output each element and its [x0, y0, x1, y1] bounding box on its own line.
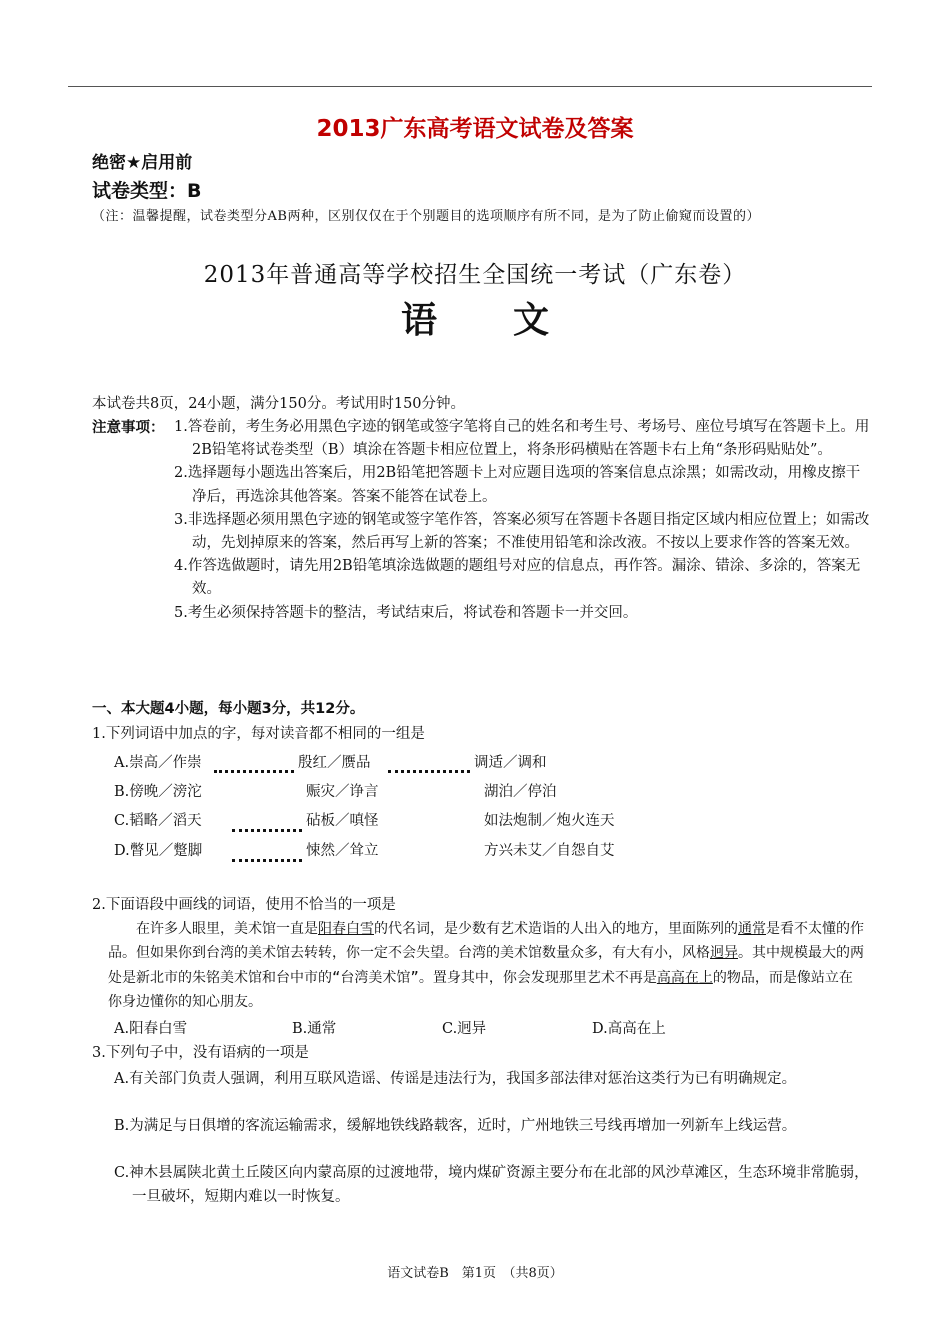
underlined-term: 迥异 [710, 945, 738, 962]
question-3-stem: 3.下列句子中，没有语病的一项是 [92, 1045, 309, 1061]
note-item: 2.选择题每小题选出答案后，用2B铅笔把答题卡上对应题目选项的答案信息点涂黑；如需改动，用橡皮擦干净后，再选涂其他答案。答案不能答在试卷上。 [174, 465, 861, 505]
passage-text: 在许多人眼里，美术馆一直是 [136, 921, 318, 937]
q1-option-b-1: B.傍晚／滂沱 [114, 784, 202, 800]
q1-option-d-2: 悚然／耸立 [306, 843, 379, 859]
subject-title [0, 292, 950, 343]
note-item: 3.非选择题必须用黑色字迹的钢笔或签字笔作答，答案必须写在答题卡各题目指定区域内相应位置上；如需改动，先划掉原来的答案，然后再写上新的答案；不准使用铅笔和涂改液。不按以上要求作答的答案无效。 [174, 511, 870, 552]
q2-option-a: A.阳春白雪 [114, 1021, 188, 1037]
q3-option-b: B.为满足与日俱增的客流运输需求，缓解地铁线路载客，近时，广州地铁三号线再增加一列新车上线运营。 [114, 1118, 797, 1134]
document-title: 2013广东高考语文试卷及答案 [316, 116, 634, 142]
q1-option-a-2: 殷红／赝品 [298, 755, 371, 771]
passage-text: 的物品，而是像站立在你身边懂你的知心朋友。 [108, 969, 853, 1010]
underlined-term: 阳春白雪 [318, 921, 374, 937]
q1-option-c-1: C.韬略／滔天 [114, 813, 202, 829]
q1-option-a-3: 调适／调和 [474, 755, 547, 771]
underlined-term: 高高在上 [656, 969, 713, 986]
q3-option-c: C.神木县属陕北黄土丘陵区向内蒙高原的过渡地带，境内煤矿资源主要分布在北部的风沙草滩区，生态环境非常脆弱，一旦破坏，短期内难以一时恢复。 [114, 1165, 869, 1205]
underlined-term: 通常 [738, 921, 766, 937]
emphasis-dots [232, 859, 302, 862]
exam-intro: 本试卷共8页，24小题，满分150分。考试用时150分钟。 [92, 396, 466, 412]
page-footer: 语文试卷B 第1页 （共8页） [387, 1266, 563, 1281]
q2-option-c: C.迥异 [442, 1021, 487, 1037]
q2-option-b: B.通常 [292, 1021, 337, 1037]
q1-option-d-3: 方兴未艾／自怨自艾 [484, 843, 615, 859]
exam-title: 2013年普通高等学校招生全国统一考试（广东卷） [203, 262, 747, 288]
q1-option-c-3: 如法炮制／炮火连天 [484, 813, 615, 829]
q1-option-c-2: 砧板／嗔怪 [306, 813, 379, 829]
notes-heading: 注意事项： [92, 420, 165, 436]
emphasis-dots [232, 829, 302, 832]
confidential-label: 绝密★启用前 [92, 153, 193, 173]
question-2-passage [108, 917, 864, 1014]
passage-text: 的代名词，是少数有艺术造诣的人出入的地方，里面陈列的 [374, 921, 738, 937]
q1-option-a-1: A.崇高／作崇 [114, 755, 202, 771]
section-heading: 一、本大题4小题，每小题3分，共12分。 [92, 701, 365, 717]
note-item: 4.作答选做题时，请先用2B铅笔填涂选做题的题组号对应的信息点，再作答。漏涂、错涂、多涂的，答案无效。 [174, 558, 861, 598]
question-1-stem: 1.下列词语中加点的字，每对读音都不相同的一组是 [92, 726, 425, 742]
header-rule [68, 86, 872, 87]
question-2-stem: 2.下面语段中画线的词语，使用不恰当的一项是 [92, 897, 396, 913]
subject-char-1: 语 [400, 300, 437, 341]
q1-option-b-2: 赈灾／诤言 [306, 784, 379, 800]
q1-option-d-1: D.瞥见／蹩脚 [114, 843, 203, 859]
emphasis-dots [388, 770, 470, 773]
emphasis-dots [214, 770, 294, 773]
subject-char-2: 文 [513, 300, 550, 341]
passage-text: 。其中规模最大的两处是新北市的朱铭美术馆和台中市的“台湾美术馆”。置身其中，你会发现那里艺术不再是 [108, 945, 864, 986]
note-item: 5.考生必须保持答题卡的整洁，考试结束后，将试卷和答题卡一并交回。 [174, 604, 638, 621]
paper-type: 试卷类型：B [92, 180, 202, 202]
q1-option-b-3: 湖泊／停泊 [484, 784, 557, 800]
q2-option-d: D.高高在上 [592, 1021, 666, 1037]
notes-list [174, 416, 874, 625]
paper-type-note: （注：温馨提醒，试卷类型分AB两种，区别仅仅在于个别题目的选项顺序有所不同，是为了防止偷窥而设置的） [92, 209, 760, 224]
q3-option-a: A.有关部门负责人强调，利用互联风造谣、传谣是违法行为，我国多部法律对惩治这类行为已有明确规定。 [114, 1071, 797, 1087]
passage-text: 是看不太懂的作品。但如果你到台湾的美术馆去转转，你一定不会失望。台湾的美术馆数量众多，有大有小，风格 [108, 921, 864, 962]
note-item: 1.答卷前，考生务必用黑色字迹的钢笔或签字笔将自己的姓名和考生号、考场号、座位号填写在答题卡上。用2B铅笔将试卷类型（B）填涂在答题卡相应位置上，将条形码横贴在答题卡右上角“条形码贴贴处”。 [174, 419, 870, 459]
